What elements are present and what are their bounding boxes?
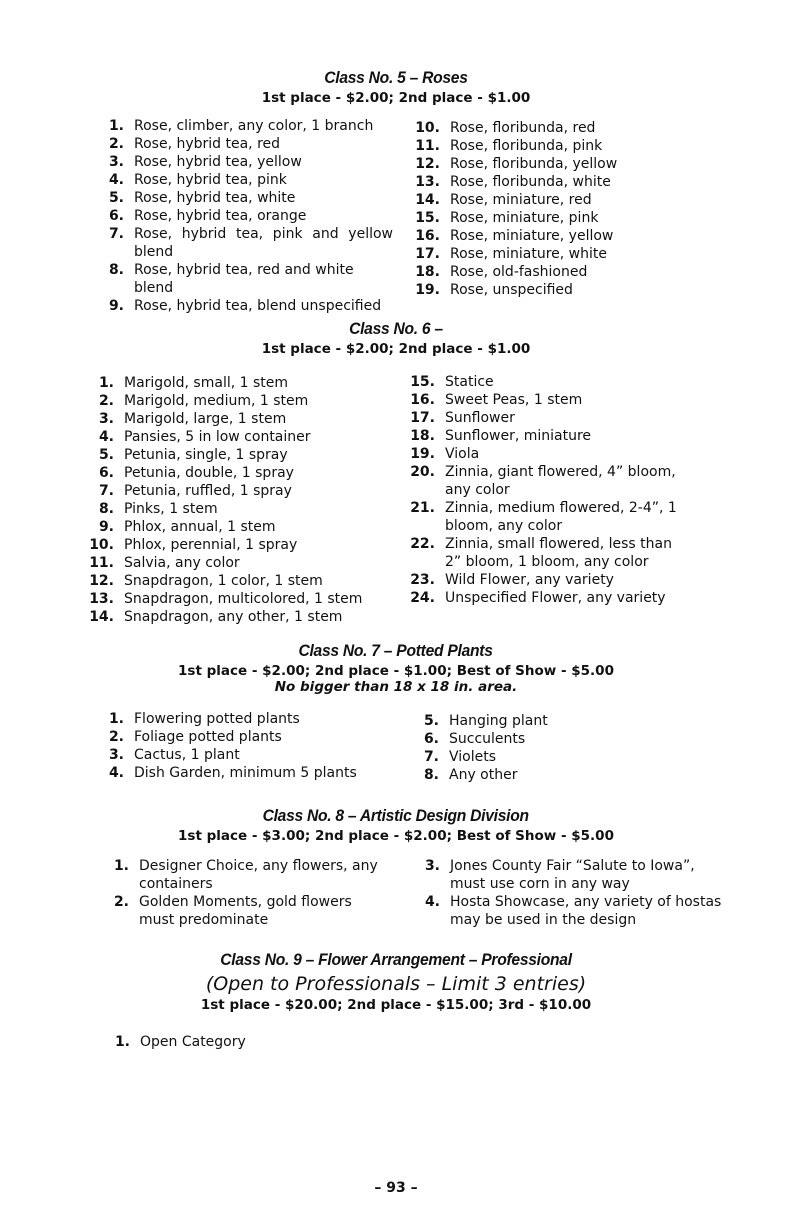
item-number: 4. [108, 172, 124, 188]
list-item [398, 409, 688, 427]
item-number: 15. [410, 374, 435, 390]
item-text: Jones County Fair “Salute to Iowa”, must use corn in any way [450, 858, 695, 892]
item-number: 3. [108, 154, 124, 170]
item-number: 2. [108, 729, 124, 745]
list-item [402, 155, 732, 173]
item-text: Petunia, single, 1 spray [124, 447, 288, 463]
list-item [88, 261, 393, 297]
list-item [88, 207, 393, 225]
item-text: Rose, hybrid tea, yellow [134, 154, 302, 170]
item-number: 22. [410, 536, 435, 552]
class-6-title: Class No. 6 – [349, 319, 443, 338]
item-number: 18. [415, 264, 440, 280]
list-item [402, 137, 732, 155]
list-item [80, 590, 400, 608]
class-5-list-right [402, 119, 732, 299]
list-item [402, 191, 732, 209]
item-number: 3. [98, 411, 114, 427]
class-7-list-right [402, 712, 702, 784]
item-text: Rose, miniature, yellow [450, 228, 614, 244]
class-7-note: No bigger than 18 x 18 in. area. [274, 679, 518, 695]
item-number: 1. [108, 118, 124, 134]
class-7-heading [0, 641, 792, 695]
item-text: Marigold, small, 1 stem [124, 375, 289, 391]
class-9-prize: 1st place - $20.00; 2nd place - $15.00; 3rd - $10.00 [200, 997, 592, 1013]
list-item [80, 410, 400, 428]
list-item [402, 748, 702, 766]
item-number: 9. [108, 298, 124, 314]
class-6-list-right [398, 373, 688, 607]
item-text: Open Category [140, 1034, 246, 1050]
item-number: 23. [410, 572, 435, 588]
item-text: Rose, floribunda, pink [450, 138, 603, 154]
item-number: 2. [98, 393, 114, 409]
list-item [402, 227, 732, 245]
item-number: 4. [98, 429, 114, 445]
item-text: Designer Choice, any flowers, any containers [139, 858, 378, 892]
item-number: 1. [108, 711, 124, 727]
item-text: Violets [449, 749, 497, 765]
item-number: 6. [98, 465, 114, 481]
item-text: Rose, hybrid tea, white [134, 190, 296, 206]
list-item [88, 728, 393, 746]
list-item [402, 173, 732, 191]
item-text: Wild Flower, any variety [445, 572, 614, 588]
list-item [398, 571, 688, 589]
class-5-heading [0, 68, 792, 106]
class-9-heading [0, 950, 792, 1013]
item-text: Pansies, 5 in low container [124, 429, 311, 445]
item-text: Foliage potted plants [134, 729, 282, 745]
item-number: 14. [89, 609, 114, 625]
item-text: Pinks, 1 stem [124, 501, 218, 517]
item-number: 16. [415, 228, 440, 244]
item-text: Rose, miniature, white [450, 246, 607, 262]
list-item [398, 589, 688, 607]
item-number: 20. [410, 464, 435, 480]
list-item [80, 500, 400, 518]
item-text: Zinnia, medium flowered, 2-4”, 1 bloom, any color [445, 500, 677, 534]
item-number: 3. [424, 858, 440, 874]
list-item [80, 392, 400, 410]
list-item [80, 554, 400, 572]
list-item [80, 572, 400, 590]
list-item [88, 171, 393, 189]
item-text: Petunia, double, 1 spray [124, 465, 294, 481]
item-text: Cactus, 1 plant [134, 747, 240, 763]
item-text: Rose, floribunda, yellow [450, 156, 618, 172]
list-item [88, 135, 393, 153]
list-item [80, 518, 400, 536]
item-text: Rose, floribunda, white [450, 174, 611, 190]
item-number: 2. [113, 894, 129, 910]
class-7-list-left [88, 710, 393, 782]
item-text: Salvia, any color [124, 555, 240, 571]
item-text: Snapdragon, multicolored, 1 stem [124, 591, 363, 607]
item-number: 12. [89, 573, 114, 589]
item-text: Rose, hybrid tea, red and white blend [134, 262, 354, 296]
item-text: Rose, floribunda, red [450, 120, 596, 136]
item-text: Golden Moments, gold flowers must predominate [139, 894, 352, 928]
class-9-list [90, 1033, 390, 1051]
list-item [88, 153, 393, 171]
item-number: 1. [114, 1034, 130, 1050]
list-item [398, 463, 688, 499]
list-item [80, 446, 400, 464]
list-item [398, 373, 688, 391]
item-text: Unspecified Flower, any variety [445, 590, 666, 606]
item-text: Rose, hybrid tea, pink and yellow blend [134, 226, 393, 260]
item-text: Marigold, large, 1 stem [124, 411, 287, 427]
item-text: Rose, unspecified [450, 282, 573, 298]
item-number: 1. [98, 375, 114, 391]
item-number: 17. [410, 410, 435, 426]
item-number: 3. [108, 747, 124, 763]
list-item [402, 730, 702, 748]
item-number: 7. [98, 483, 114, 499]
item-text: Phlox, annual, 1 stem [124, 519, 276, 535]
class-5-list-left [88, 117, 393, 315]
item-number: 21. [410, 500, 435, 516]
list-item [88, 225, 393, 261]
item-text: Petunia, ruffled, 1 spray [124, 483, 292, 499]
item-text: Any other [449, 767, 518, 783]
item-text: Sweet Peas, 1 stem [445, 392, 583, 408]
list-item [88, 189, 393, 207]
item-text: Zinnia, small flowered, less than 2” bloom, 1 bloom, any color [445, 536, 672, 570]
item-number: 11. [89, 555, 114, 571]
item-number: 10. [415, 120, 440, 136]
item-text: Phlox, perennial, 1 spray [124, 537, 298, 553]
item-number: 13. [89, 591, 114, 607]
item-text: Zinnia, giant flowered, 4” bloom, any color [445, 464, 676, 498]
class-9-title: Class No. 9 – Flower Arrangement – Professional [220, 950, 572, 969]
class-8-list-right [402, 857, 722, 929]
item-number: 16. [410, 392, 435, 408]
class-6-list-left [80, 374, 400, 626]
item-text: Rose, old-fashioned [450, 264, 588, 280]
list-item [80, 464, 400, 482]
class-8-list-left [90, 857, 390, 929]
class-6-prize: 1st place - $2.00; 2nd place - $1.00 [261, 341, 531, 357]
list-item [90, 893, 390, 929]
list-item [88, 117, 393, 135]
item-number: 7. [423, 749, 439, 765]
class-8-title: Class No. 8 – Artistic Design Division [262, 806, 530, 825]
list-item [402, 857, 722, 893]
item-number: 1. [113, 858, 129, 874]
list-item [80, 482, 400, 500]
item-text: Viola [445, 446, 480, 462]
item-number: 5. [423, 713, 439, 729]
class-7-prize: 1st place - $2.00; 2nd place - $1.00; Best of Show - $5.00 [178, 663, 614, 679]
item-number: 4. [424, 894, 440, 910]
list-item [398, 535, 688, 571]
item-text: Hosta Showcase, any variety of hostas may be used in the design [450, 894, 722, 928]
class-5-prize: 1st place - $2.00; 2nd place - $1.00 [261, 90, 531, 106]
list-item [80, 536, 400, 554]
class-8-heading [0, 806, 792, 844]
list-item [88, 710, 393, 728]
item-number: 14. [415, 192, 440, 208]
item-text: Statice [445, 374, 494, 390]
list-item [90, 1033, 390, 1051]
item-text: Rose, hybrid tea, orange [134, 208, 307, 224]
item-number: 7. [108, 226, 124, 242]
item-text: Rose, hybrid tea, blend unspecified [134, 298, 382, 314]
item-number: 8. [423, 767, 439, 783]
item-number: 13. [415, 174, 440, 190]
item-number: 19. [410, 446, 435, 462]
class-8-prize: 1st place - $3.00; 2nd place - $2.00; Best of Show - $5.00 [178, 828, 614, 844]
list-item [398, 499, 688, 535]
item-number: 6. [423, 731, 439, 747]
list-item [402, 281, 732, 299]
page-number: – 93 – [374, 1180, 418, 1196]
list-item [398, 445, 688, 463]
list-item [398, 427, 688, 445]
list-item [88, 746, 393, 764]
item-text: Rose, miniature, red [450, 192, 592, 208]
item-text: Hanging plant [449, 713, 548, 729]
item-number: 5. [108, 190, 124, 206]
list-item [402, 766, 702, 784]
list-item [402, 245, 732, 263]
class-9-subtitle: (Open to Professionals – Limit 3 entries) [205, 973, 587, 995]
item-number: 15. [415, 210, 440, 226]
item-number: 18. [410, 428, 435, 444]
list-item [80, 608, 400, 626]
class-5-title: Class No. 5 – Roses [324, 68, 468, 87]
item-text: Sunflower [445, 410, 515, 426]
item-text: Snapdragon, 1 color, 1 stem [124, 573, 323, 589]
item-number: 11. [415, 138, 440, 154]
item-number: 5. [98, 447, 114, 463]
class-7-title: Class No. 7 – Potted Plants [298, 641, 494, 660]
list-item [402, 119, 732, 137]
list-item [402, 263, 732, 281]
item-text: Dish Garden, minimum 5 plants [134, 765, 357, 781]
item-text: Snapdragon, any other, 1 stem [124, 609, 343, 625]
list-item [402, 209, 732, 227]
item-text: Rose, miniature, pink [450, 210, 599, 226]
list-item [402, 893, 722, 929]
item-number: 24. [410, 590, 435, 606]
item-text: Succulents [449, 731, 526, 747]
list-item [90, 857, 390, 893]
item-number: 9. [98, 519, 114, 535]
item-text: Rose, climber, any color, 1 branch [134, 118, 374, 134]
item-number: 8. [98, 501, 114, 517]
class-6-heading [0, 319, 792, 357]
list-item [398, 391, 688, 409]
item-text: Rose, hybrid tea, red [134, 136, 281, 152]
list-item [80, 428, 400, 446]
list-item [88, 297, 393, 315]
list-item [80, 374, 400, 392]
item-number: 17. [415, 246, 440, 262]
list-item [88, 764, 393, 782]
item-number: 6. [108, 208, 124, 224]
item-number: 2. [108, 136, 124, 152]
item-text: Flowering potted plants [134, 711, 300, 727]
item-number: 19. [415, 282, 440, 298]
item-number: 4. [108, 765, 124, 781]
item-number: 8. [108, 262, 124, 278]
item-text: Marigold, medium, 1 stem [124, 393, 309, 409]
list-item [402, 712, 702, 730]
item-text: Sunflower, miniature [445, 428, 592, 444]
item-text: Rose, hybrid tea, pink [134, 172, 287, 188]
item-number: 12. [415, 156, 440, 172]
item-number: 10. [89, 537, 114, 553]
